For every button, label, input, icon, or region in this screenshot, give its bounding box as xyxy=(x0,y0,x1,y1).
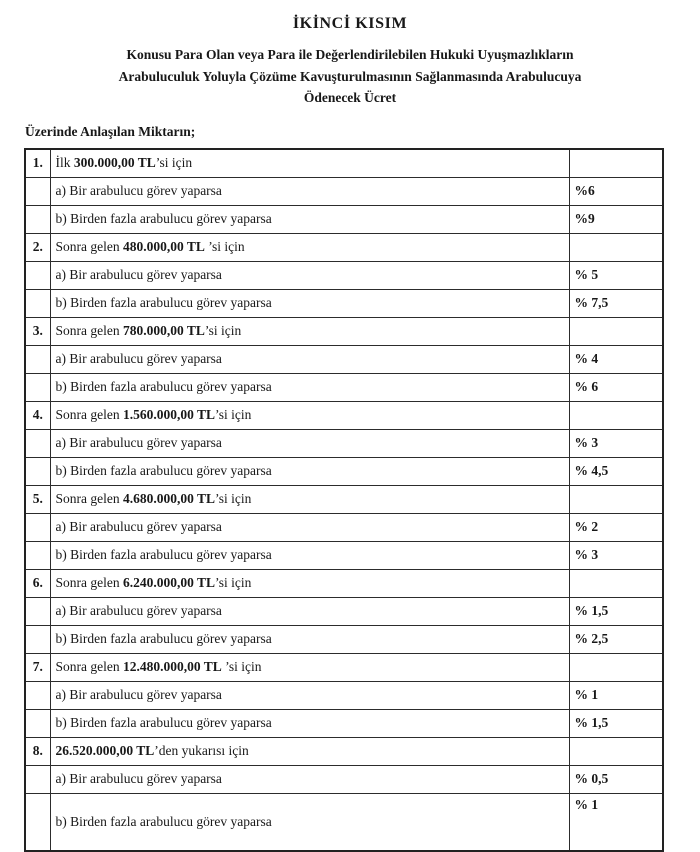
option-label-cell: a) Bir arabulucu görev yaparsa xyxy=(50,765,569,793)
option-row xyxy=(25,177,663,205)
bracket-number-cell: 6. xyxy=(25,569,50,597)
bracket-number-cell: 7. xyxy=(25,653,50,681)
option-row xyxy=(25,261,663,289)
option-label-cell: b) Birden fazla arabulucu görev yaparsa xyxy=(50,457,569,485)
rate-value-cell: %9 xyxy=(569,205,663,233)
subtitle-line-3: Ödenecek Ücret xyxy=(303,90,397,106)
option-label-cell: a) Bir arabulucu görev yaparsa xyxy=(50,513,569,541)
bracket-header-row xyxy=(25,149,663,178)
bracket-number-cell-empty xyxy=(25,793,50,851)
bracket-header-row xyxy=(25,401,663,429)
bracket-prefix-text: Sonra gelen xyxy=(55,491,123,507)
option-row xyxy=(25,541,663,569)
bracket-number-cell: 5. xyxy=(25,485,50,513)
rate-value-cell: % 3 xyxy=(569,429,663,457)
rate-value-cell: % 6 xyxy=(569,373,663,401)
section-heading: Üzerinde Anlaşılan Miktarın; xyxy=(25,123,196,139)
bracket-suffix-text: ’den yukarısı için xyxy=(154,743,249,759)
bracket-number-cell-empty xyxy=(25,373,50,401)
rate-value-cell: % 1,5 xyxy=(569,597,663,625)
bracket-suffix-text: ’si için xyxy=(215,407,252,423)
bracket-description-cell xyxy=(50,737,569,765)
bracket-description-cell xyxy=(50,401,569,429)
rate-value-cell: % 1 xyxy=(569,793,663,851)
rate-value-cell: % 0,5 xyxy=(569,765,663,793)
bracket-prefix-text: Sonra gelen xyxy=(55,575,123,591)
bracket-number-cell: 8. xyxy=(25,737,50,765)
bracket-header-row xyxy=(25,317,663,345)
document-subtitle xyxy=(0,44,700,109)
bracket-suffix-text: ’si için xyxy=(204,323,242,339)
option-label-cell: a) Bir arabulucu görev yaparsa xyxy=(50,261,569,289)
option-row xyxy=(25,765,663,793)
bracket-number-cell-empty xyxy=(25,457,50,485)
bracket-description-cell xyxy=(50,569,569,597)
option-row xyxy=(25,793,663,851)
bracket-number-cell-empty xyxy=(25,541,50,569)
bracket-header-row xyxy=(25,233,663,261)
bracket-number-cell: 3. xyxy=(25,317,50,345)
bracket-number-cell-empty xyxy=(25,261,50,289)
option-row xyxy=(25,709,663,737)
option-label-cell: b) Birden fazla arabulucu görev yaparsa xyxy=(50,205,569,233)
bracket-amount-text: 26.520.000,00 TL xyxy=(55,743,155,759)
rate-cell-empty xyxy=(569,653,663,681)
bracket-amount-text: 1.560.000,00 TL xyxy=(122,407,215,423)
bracket-header-row xyxy=(25,653,663,681)
rate-cell-empty xyxy=(569,149,663,178)
bracket-suffix-text: ’si için xyxy=(155,155,193,171)
rate-value-cell: % 4 xyxy=(569,345,663,373)
bracket-prefix-text: İlk xyxy=(55,155,74,171)
bracket-number-cell: 4. xyxy=(25,401,50,429)
fee-table-body xyxy=(25,149,663,851)
bracket-description-cell xyxy=(50,233,569,261)
bracket-amount-text: 6.240.000,00 TL xyxy=(122,575,215,591)
option-label-cell: b) Birden fazla arabulucu görev yaparsa xyxy=(50,793,569,851)
option-label-cell: b) Birden fazla arabulucu görev yaparsa xyxy=(50,373,569,401)
rate-cell-empty xyxy=(569,569,663,597)
option-label-cell: a) Bir arabulucu görev yaparsa xyxy=(50,177,569,205)
bracket-suffix-text: ’si için xyxy=(204,239,245,255)
option-label-cell: a) Bir arabulucu görev yaparsa xyxy=(50,429,569,457)
bracket-amount-text: 480.000,00 TL xyxy=(122,239,205,255)
bracket-header-row xyxy=(25,485,663,513)
bracket-suffix-text: ’si için xyxy=(215,491,252,507)
bracket-amount-text: 780.000,00 TL xyxy=(122,323,205,339)
option-row xyxy=(25,205,663,233)
bracket-number-cell-empty xyxy=(25,625,50,653)
option-row xyxy=(25,373,663,401)
option-label-cell: b) Birden fazla arabulucu görev yaparsa xyxy=(50,709,569,737)
bracket-header-row xyxy=(25,737,663,765)
bracket-prefix-text: Sonra gelen xyxy=(55,407,123,423)
rate-value-cell: % 2 xyxy=(569,513,663,541)
option-label-cell: b) Birden fazla arabulucu görev yaparsa xyxy=(50,625,569,653)
bracket-amount-text: 12.480.000,00 TL xyxy=(122,659,222,675)
option-row xyxy=(25,345,663,373)
bracket-prefix-text: Sonra gelen xyxy=(55,239,123,255)
bracket-description-cell xyxy=(50,485,569,513)
bracket-description-cell xyxy=(50,653,569,681)
rate-cell-empty xyxy=(569,485,663,513)
option-row xyxy=(25,457,663,485)
bracket-prefix-text: Sonra gelen xyxy=(55,323,123,339)
rate-value-cell: % 5 xyxy=(569,261,663,289)
rate-value-cell: % 3 xyxy=(569,541,663,569)
option-row xyxy=(25,625,663,653)
rate-value-cell: % 1,5 xyxy=(569,709,663,737)
bracket-suffix-text: ’si için xyxy=(221,659,262,675)
bracket-suffix-text: ’si için xyxy=(215,575,252,591)
bracket-number-cell-empty xyxy=(25,345,50,373)
rate-cell-empty xyxy=(569,401,663,429)
bracket-description-cell xyxy=(50,149,569,178)
bracket-number-cell-empty xyxy=(25,709,50,737)
bracket-number-cell: 1. xyxy=(25,149,50,178)
bracket-amount-text: 300.000,00 TL xyxy=(73,155,156,171)
rate-value-cell: % 1 xyxy=(569,681,663,709)
option-label-cell: a) Bir arabulucu görev yaparsa xyxy=(50,597,569,625)
option-row xyxy=(25,429,663,457)
bracket-number-cell: 2. xyxy=(25,233,50,261)
bracket-description-cell xyxy=(50,317,569,345)
rate-value-cell: % 2,5 xyxy=(569,625,663,653)
bracket-number-cell-empty xyxy=(25,681,50,709)
fee-table xyxy=(24,148,664,852)
option-label-cell: b) Birden fazla arabulucu görev yaparsa xyxy=(50,289,569,317)
option-label-cell: a) Bir arabulucu görev yaparsa xyxy=(50,681,569,709)
rate-value-cell: % 7,5 xyxy=(569,289,663,317)
bracket-number-cell-empty xyxy=(25,597,50,625)
subtitle-line-1: Konusu Para Olan veya Para ile Değerlendirilebilen Hukuki Uyuşmazlıkların xyxy=(126,47,574,62)
bracket-prefix-text: Sonra gelen xyxy=(55,659,123,675)
option-row xyxy=(25,597,663,625)
subtitle-line-2: Arabuluculuk Yoluyla Çözüme Kavuşturulmasının Sağlanmasında Arabulucuya xyxy=(118,68,582,84)
bracket-number-cell-empty xyxy=(25,289,50,317)
bracket-number-cell-empty xyxy=(25,429,50,457)
document-title: İKİNCİ KISIM xyxy=(292,15,408,32)
option-label-cell: b) Birden fazla arabulucu görev yaparsa xyxy=(50,541,569,569)
option-row xyxy=(25,513,663,541)
bracket-header-row xyxy=(25,569,663,597)
bracket-number-cell-empty xyxy=(25,177,50,205)
option-label-cell: a) Bir arabulucu görev yaparsa xyxy=(50,345,569,373)
rate-cell-empty xyxy=(569,233,663,261)
rate-value-cell: %6 xyxy=(569,177,663,205)
bracket-amount-text: 4.680.000,00 TL xyxy=(122,491,215,507)
rate-value-cell: % 4,5 xyxy=(569,457,663,485)
bracket-number-cell-empty xyxy=(25,513,50,541)
rate-cell-empty xyxy=(569,737,663,765)
bracket-number-cell-empty xyxy=(25,205,50,233)
rate-cell-empty xyxy=(569,317,663,345)
option-row xyxy=(25,681,663,709)
option-row xyxy=(25,289,663,317)
bracket-number-cell-empty xyxy=(25,765,50,793)
